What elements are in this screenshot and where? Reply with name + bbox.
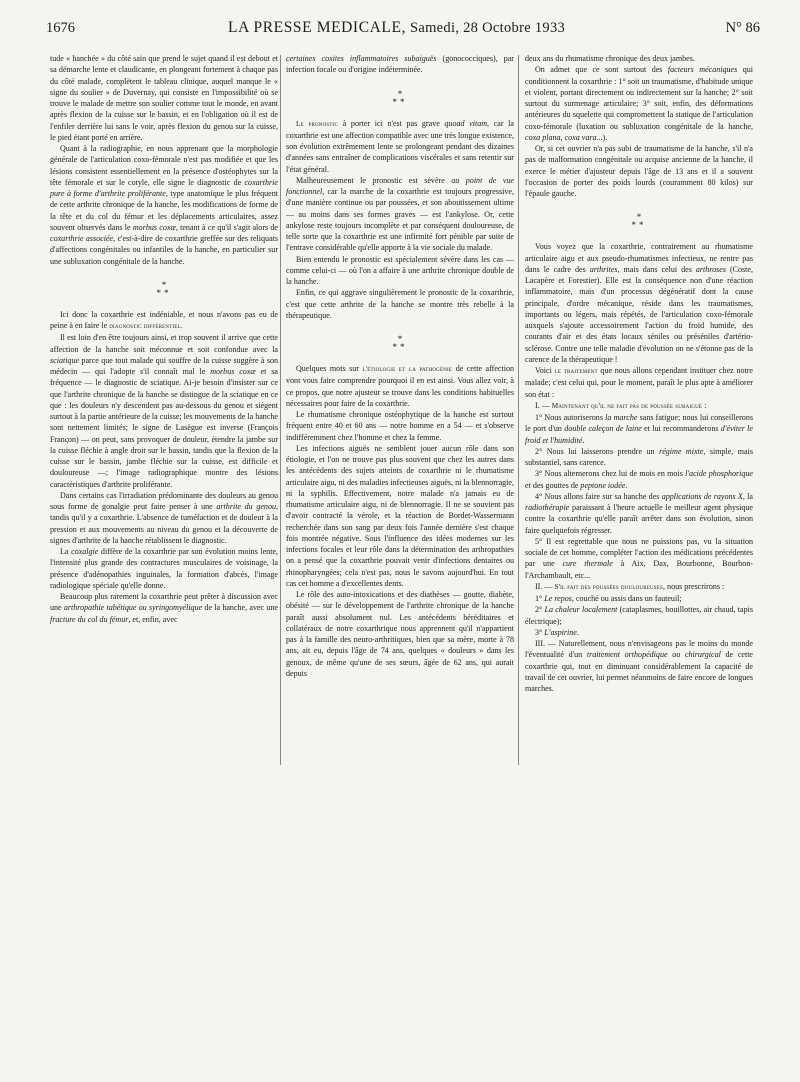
paragraph: 4° Nous allons faire sur sa hanche des applications de rayons X, la radiothérapie paraissant à l'heure actuelle le meilleur agent physique contre la coxarthrie qu'elle paraît arrêter dans son évolution, sinon faire quelquefois régresser. <box>525 491 753 535</box>
paragraph: certaines coxites inflammatoires subaiguës (gonococciques), par infection focale ou d'origine indéterminée. <box>286 54 514 75</box>
paragraph: Malheureusement le pronostic est sévère au point de vue fonctionnel, car la marche de la coxarthrie est toujours progressive, d'une manière continue ou par poussées, et son aboutissement ultime — au moins dans ses formes graves — est l'ankylose. Or, cette ankylose reste toujours incomplète et par conséquent douloureuse, de telle sorte que la coxarthrie est une infirmité fort pénible par suite de l'entrave considérable qu'elle apporte à la vie sociale du malade. <box>286 175 515 253</box>
paragraph: I. — Maintenant qu'il ne fait pas de poussée subaiguë : <box>535 400 707 410</box>
paragraph: 2° La chaleur localement (cataplasmes, bouillottes, air chaud, tapis électrique); <box>525 605 753 626</box>
paragraph: Beaucoup plus rarement la coxarthrie peut prêter à discussion avec une arthropathie tabétique ou syringomyélique de la hanche, avec une fracture du col du fémur, et, enfin, avec <box>50 592 278 624</box>
column-divider <box>280 55 281 765</box>
column-1 <box>50 53 278 625</box>
paragraph: Or, si cet ouvrier n'a pas subi de traumatisme de la hanche, s'il n'a pas de malformation congénitale ou acquise ancienne de la hanche, il exerce le métier d'ajusteur depuis l'âge de 13 ans et il a souvent l'occasion de porter des poids lourds (couramment 80 kilos) sur l'épaule gauche. <box>525 144 753 198</box>
column-divider <box>518 55 519 765</box>
paragraph: II. — S'il fait des poussées douloureuses, nous prescrirons : <box>535 581 725 591</box>
paragraph: On admet que ce sont surtout des facteurs mécaniques qui conditionnent la coxarthrie : 1° soit un traumatisme, d'habitude unique et violent, portant directement ou indirectement sur la hanche; 2° soit surtout du surmenage articulaire; 3° soit, enfin, des déformations antérieures du squelette qui compromettent la statique de l'articulation coxo-fémorale (luxation ou subluxation congénitale de la hanche, coxa plana, coxa vara...). <box>525 65 753 142</box>
paragraph: 5° Il est regrettable que nous ne puissions pas, vu la situation sociale de cet homme, compléter l'action des médications précédentes par une cure thermale à Aix, Dax, Bourbonne, Bourbon-l'Archambault, etc... <box>525 536 753 580</box>
paragraph: 2° Nous lui laisserons prendre un régime mixte, simple, mais substantiel, sans carence. <box>525 446 753 467</box>
paragraph: Il est loin d'en être toujours ainsi, et trop souvent il arrive que cette affection de la hanche soit méconnue et soit confondue avec la sciatique parce que tout malade qui souffre de la cuisse suggère à son médecin — qui l'adopte s'il connaît mal le morbus coxæ et sa fréquence — le diagnostic de sciatique. Ai-je besoin d'insister sur ce que l'arthrite chronique de la hanche se distingue de la sciatique en ce que : les douleurs n'y descendent pas au-dessous du genou et siègent surtout à la partie antérieure de la cuisse; les mouvements de la hanche sont nettement limités; le signe de Lasègue est inverse (François Franςon) — on peut, sans provoquer de douleur, étendre la jambe sur la cuisse fléchie à angle droit sur le bassin, tandis que la flexion de la cuisse sur le bassin, jambe fléchie sur la cuisse, est difficile et douloureuse —; l'image radiographique montre des lésions caractéristiques d'arthrite proliférante. <box>50 333 278 489</box>
paragraph: tude « hanchée » du côté sain que prend le sujet quand il est debout et sa démarche lente et claudicante, en plongeant fortement à chaque pas du côté malade, complètent le tableau clinique, auquel manque le « signe du soulier » de Duvernay, qui consiste en l'impossibilité où se trouve le malade de mettre son soulier comme tout le monde, en avant après flexion de la cuisse sur le bassin, et en l'obligation où il est de l'enfiler derrière lui sans le voir, après flexion du genou sur la cuisse, le pied étant porté en arrière. <box>50 54 278 142</box>
section-separator: * ** <box>392 88 408 107</box>
page-header <box>46 18 760 42</box>
publication-name: LA PRESSE MEDICALE, <box>228 19 407 36</box>
paragraph: 1° Nous autoriserons la marche sans fatigue; nous lui conseillerons le port d'un double caleçon de laine et lui recommanderons d'éviter le froid et l'humidité. <box>525 413 753 445</box>
paragraph: Quelques mots sur l'étiologie et la pathogénie de cette affection vont vous faire comprendre pourquoi il en est ainsi. Vous allez voir, à ce propos, que notre ajusteur se trouve dans les conditions habituelles nécessaires pour faire de la coxarthrie. <box>286 364 514 408</box>
section-separator: * ** <box>392 334 408 352</box>
paragraph: La coxalgie diffère de la coxarthrie par son évolution moins lente, l'intensité plus grande des contractures musculaires de voisinage, la présence d'adénopathies inguinales, la formation d'abcès, l'image radiologique spéciale qu'elle donne. <box>50 547 279 590</box>
paragraph: Voici le traitement que nous allons cependant instituer chez notre malade; c'est celui qui, pour le moment, paraît le plus apte à améliorer son état : <box>525 366 754 399</box>
section-separator: * ** <box>156 279 172 298</box>
column-3 <box>525 53 753 694</box>
paragraph: 1° Le repos, couché ou assis dans un fauteuil; <box>535 594 682 603</box>
publication-date: Samedi, 28 Octobre 1933 <box>409 20 566 36</box>
paragraph: Vous voyez que la coxarthrie, contrairement au rhumatisme articulaire aigu et aux pseudo-rhumatismes infectieux, ne rentre pas dans le cadre des arthrites, mais dans celui des arthroses (Coste, Lacapère et Forestier). Elle est la conséquence non d'une réaction inflammatoire, mais d'un processus dégénératif dont la cause principale, d'ordre mécanique, réside dans les traumatismes, importants ou légers, mais répétés, de l'articulation coxo-fémorale auxquels s'ajoute accessoirement l'action du froid humide, des courants d'air et des états locaux séniles ou préséniles d'artério-sclérose. Contre une telle maladie d'évolution on ne s'étonne pas de la carence de la thérapeutique ! <box>525 242 753 364</box>
paragraph: Ici donc la coxarthrie est indéniable, et nous n'avons pas eu de peine à en faire le diagnostic différentiel. <box>50 309 278 330</box>
paragraph: Dans certains cas l'irradiation prédominante des douleurs au genou sous forme de gonalgie peut faire penser à une arthrite du genou, tandis qu'il y a coxarthrie. L'absence de tuméfaction et de douleur à la pression et aux mouvements au niveau du genou et la découverte de signes d'arthrite de la hanche rétablissent le diagnostic. <box>50 490 279 545</box>
paragraph: Bien entendu le pronostic est spécialement sévère dans les cas — comme celui-ci — où l'on a affaire à une arthrite chronique double de la hanche. <box>286 254 514 286</box>
paragraph: Le rôle des auto-intoxications et des diathèses — goutte, diabète, obésité — sur le développement de l'arthrite chronique de la hanche paraît aussi absolument nul. Les antécédents héréditaires et collatéraux de notre coxarthrique nous apprennent qu'il n'appartient pas à la famille des neuro-arthritiques, bien que sa mère, morte à 78 ans, ait eu, depuis l'âge de 74 ans, quelques « douleurs » dans les genoux, de même qu'une de ses sœurs, âgée de 62 ans, qui aurait depuis <box>286 590 514 678</box>
paragraph: deux ans du rhumatisme chronique des deux jambes. <box>525 54 695 63</box>
paragraph: Le pronostic à porter ici n'est pas grave quoad vitam, car la coxarthrie est une affection compatible avec une très longue existence, son évolution extrêmement lente se prolongeant pendant des dizaines d'années sans entraîner de complications viscérales et sans retentir sur l'état général. <box>286 118 514 174</box>
paragraph: Le rhumatisme chronique ostéophytique de la hanche est surtout fréquent entre 40 et 60 ans — notre homme en a 54 — et s'observe indifféremment chez l'homme et chez la femme. <box>286 410 514 442</box>
paragraph: Enfin, ce qui aggrave singulièrement le pronostic de la coxarthrie, c'est que cette arthrite de la hanche se montre très rebelle à la thérapeutique. <box>286 288 514 320</box>
issue-number: N° 86 <box>725 20 760 36</box>
paragraph: Les infections aiguës ne semblent jouer aucun rôle dans son étiologie, et l'on ne trouve pas plus souvent que chez les autres dans les antécédents des sujets atteints de coxarthrie ni le rhumatisme articulaire aigu, ni des maladies infectieuses aiguës, ni la blennorragie, ni la syphilis. Effectivement, notre malade n'a jamais eu de rhumatisme articulaire aigu, ni de blennorragie. Il ne se souvient pas d'avoir contracté la vérole, et la réaction de Bordet-Wassermann recherchée dans son sang par deux fois l'année dernière s'est chaque fois montrée négative. Sous l'influence des idées modernes sur les infections focales et leur rôle dans la détermination des arthropathies on a pensé que la coxarthrie pouvait venir d'infections dentaires ou rhinopharyngées; cela n'est pas, nous le savons aujourd'hui. En tout cas cet homme a d'excellentes dents. <box>286 443 514 588</box>
paragraph: III. — Naturellement, nous n'envisageons pas le moins du monde l'éventualité d'un traitement orthopédique ou chirurgical de cette coxarthrie qui, tout en diminuant considérablement la capacité de travail de cet ouvrier, lui permet néanmoins de faire encore de longues marches. <box>525 639 753 693</box>
paragraph: 3° L'aspirine. <box>535 627 579 637</box>
column-2 <box>286 53 514 679</box>
page-number: 1676 <box>46 20 75 36</box>
paragraph: Quant à la radiographie, en nous apprenant que la morphologie générale de l'articulation coxo-fémorale n'est pas modifiée et que les lésions consistent essentiellement en la présence d'ostéophytes sur la tête fémorale et sur le cotyle, elle signe le diagnostic de coxarthrie pure à forme d'arthrite proliférante, type anatomique le plus fréquent de cette arthrite chronique de la hanche, les modifications de forme de la tête et du col du fémur et les déplacements articulaires, assez souvent observés dans le morbus coxæ, tenant à ce qu'il s'agit alors de coxarthrie associée, c'est-à-dire de coxarthrie greffée sur des reliquats d'affections congénitales ou infantiles de la hanche, en particulier sur une subluxation congénitale de la hanche. <box>50 144 279 266</box>
section-separator: * ** <box>631 212 647 231</box>
publication-title <box>228 19 565 37</box>
paragraph: 3° Nous alternerons chez lui de mois en mois l'acide phosphorique et des gouttes de peptone iodée. <box>525 469 753 490</box>
